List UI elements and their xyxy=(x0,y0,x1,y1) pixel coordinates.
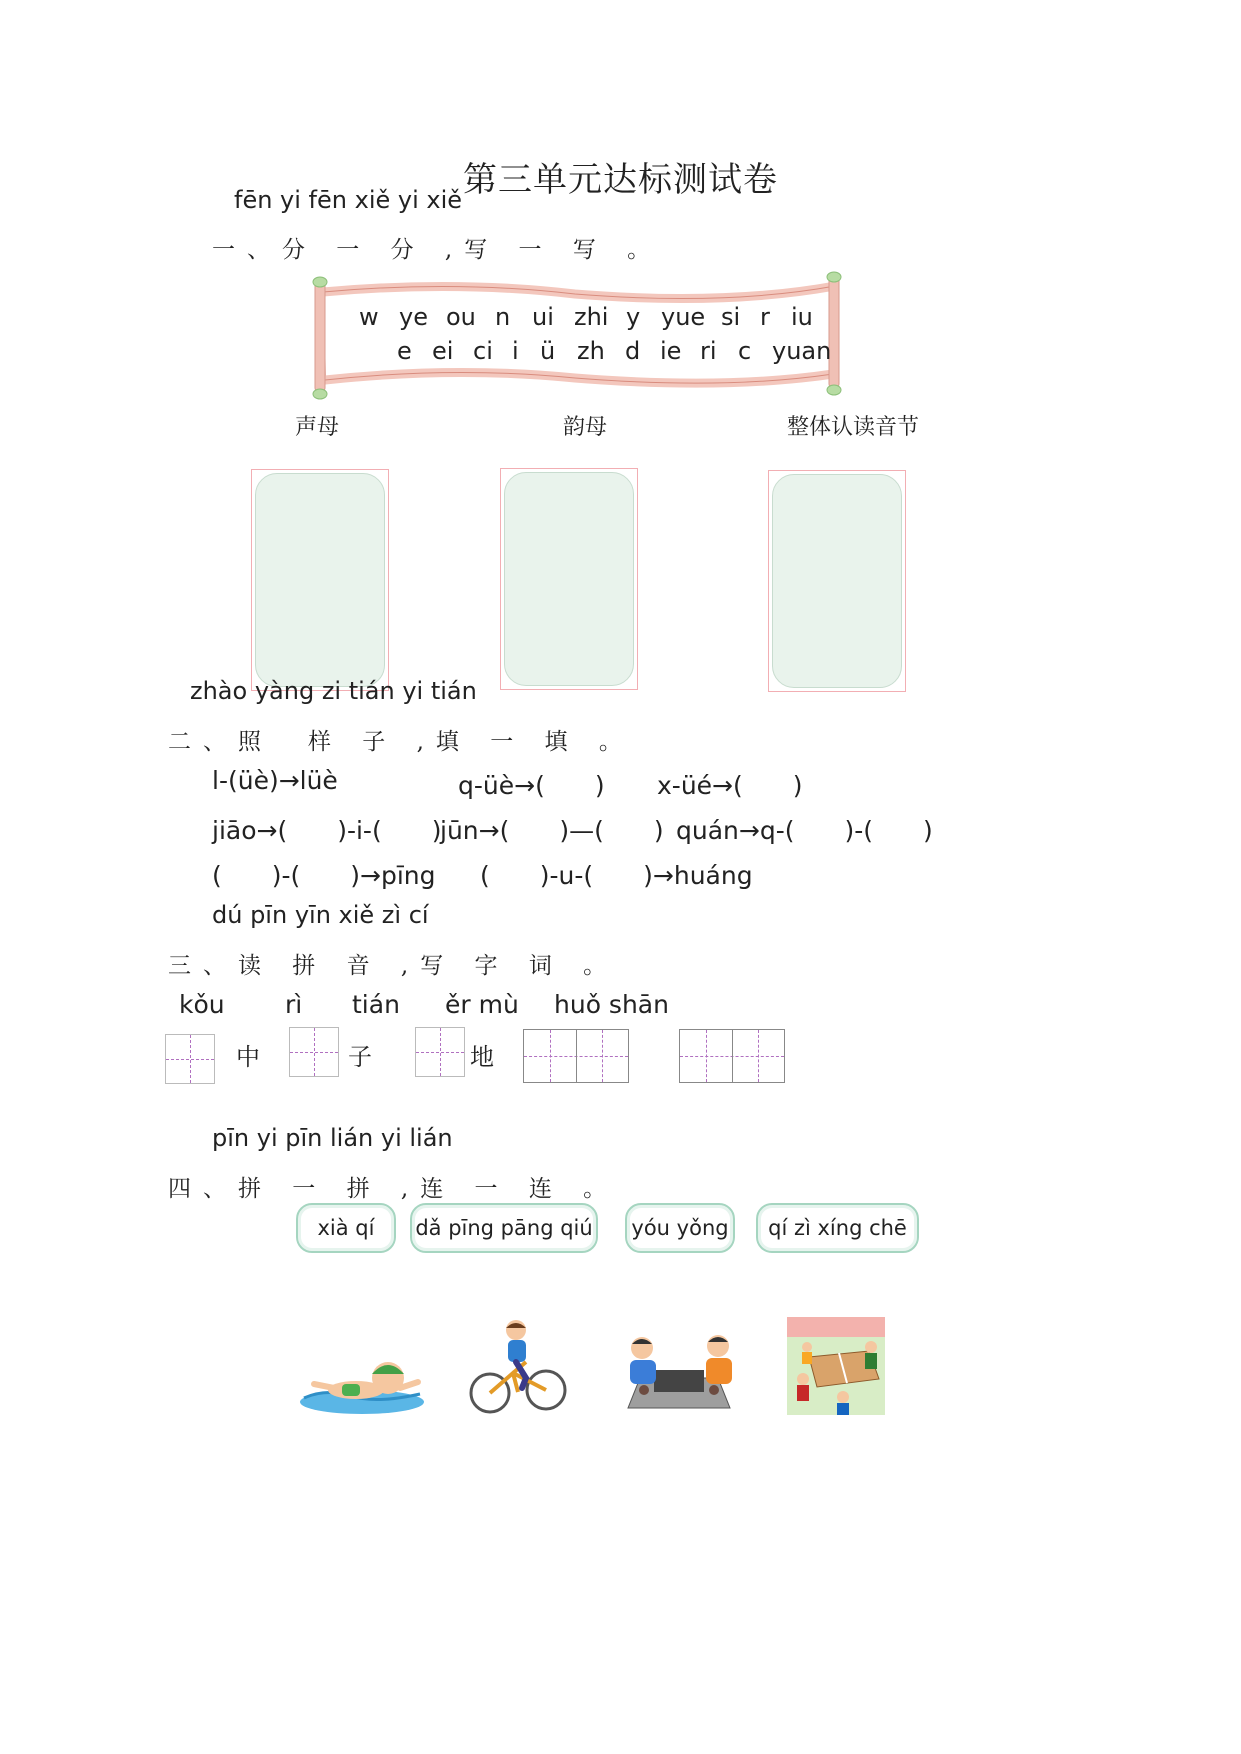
scroll-syllable: ie xyxy=(660,337,682,365)
section3-pinyin: dú pīn yīn xiě zì cí xyxy=(212,901,429,929)
fill-item-jun[interactable]: jūn→( )—( ) xyxy=(440,816,664,845)
card-youyong[interactable]: yóu yǒng xyxy=(625,1203,735,1253)
fill-item-jiao[interactable]: jiāo→( )-i-( ) xyxy=(212,816,442,845)
scroll-syllable: y xyxy=(626,303,641,331)
fill-item-huang[interactable]: ( )-u-( )→huáng xyxy=(480,861,753,890)
chess-players-picture[interactable] xyxy=(618,1330,740,1412)
fill-item-quan[interactable]: quán→q-( )-( ) xyxy=(676,816,933,845)
scroll-syllable: ei xyxy=(432,337,454,365)
scroll-syllable: i xyxy=(512,337,519,365)
writing-grid-kou[interactable] xyxy=(165,1034,215,1084)
scroll-syllable: c xyxy=(738,337,752,365)
word-pinyin-huoshan: huǒ shān xyxy=(554,990,669,1019)
section1-heading: 一、分 一 分 ,写 一 写 。 xyxy=(212,237,663,263)
scroll-syllable: yuan xyxy=(772,337,832,365)
scroll-syllable: d xyxy=(625,337,641,365)
scroll-syllable: r xyxy=(760,303,770,331)
writing-grid-tian[interactable] xyxy=(415,1027,465,1077)
scroll-syllable: e xyxy=(397,337,412,365)
category-label-whole-syllables: 整体认读音节 xyxy=(787,415,920,440)
scroll-syllable: ou xyxy=(446,303,476,331)
example-line-1: l-(üè)→lüè xyxy=(212,766,338,795)
writing-grid-huoshan[interactable] xyxy=(679,1029,785,1083)
hanzi-di: 地 xyxy=(470,1043,494,1071)
word-pinyin-tian: tián xyxy=(352,990,400,1019)
card-qizixingche[interactable]: qí zì xíng chē xyxy=(756,1203,919,1253)
scroll-syllable: w xyxy=(359,303,379,331)
section2-pinyin: zhào yàng zi tián yi tián xyxy=(190,677,477,705)
scroll-syllable: ri xyxy=(700,337,717,365)
scroll-syllable: ü xyxy=(540,337,556,365)
word-pinyin-ermu: ěr mù xyxy=(445,990,519,1019)
cycling-boy-picture[interactable] xyxy=(468,1318,568,1418)
scroll-syllable: zh xyxy=(577,337,605,365)
section3-heading: 三、读 拼 音 ,写 字 词 。 xyxy=(168,953,619,979)
word-pinyin-kou: kǒu xyxy=(179,990,225,1019)
hanzi-zhong: 中 xyxy=(236,1043,260,1071)
scroll-syllable: zhi xyxy=(574,303,609,331)
answer-box-initials[interactable] xyxy=(251,469,389,691)
scroll-syllable: yue xyxy=(661,303,706,331)
category-label-initials: 声母 xyxy=(295,415,340,440)
answer-box-finals[interactable] xyxy=(500,468,638,690)
writing-grid-ermu[interactable] xyxy=(523,1029,629,1083)
fill-item-x-ue[interactable]: x-üé→( ) xyxy=(657,771,803,800)
hanzi-zi: 子 xyxy=(348,1043,372,1071)
word-pinyin-ri: rì xyxy=(285,990,303,1019)
scroll-syllable: ui xyxy=(532,303,554,331)
fill-item-q-ue[interactable]: q-üè→( ) xyxy=(458,771,605,800)
scroll-syllable: ye xyxy=(399,303,428,331)
scroll-syllable: n xyxy=(495,303,511,331)
fill-item-ping[interactable]: ( )-( )→pīng xyxy=(212,861,436,890)
ping-pong-players-picture[interactable] xyxy=(787,1317,885,1415)
answer-box-whole-syllables[interactable] xyxy=(768,470,906,692)
scroll-banner xyxy=(305,270,850,402)
scroll-syllable: si xyxy=(721,303,741,331)
section1-pinyin: fēn yi fēn xiě yi xiě xyxy=(234,186,463,214)
category-label-finals: 韵母 xyxy=(563,415,608,440)
card-dapingpangqiu[interactable]: dǎ pīng pāng qiú xyxy=(410,1203,598,1253)
section4-heading: 四、拼 一 拼 ,连 一 连 。 xyxy=(168,1176,619,1202)
scroll-syllable: ci xyxy=(473,337,493,365)
section2-heading: 二、照 样 子 ,填 一 填 。 xyxy=(168,729,634,755)
section4-pinyin: pīn yi pīn lián yi lián xyxy=(212,1124,453,1152)
scroll-syllable: iu xyxy=(791,303,813,331)
page-title: 第三单元达标测试卷 xyxy=(463,160,778,200)
card-xiaqi[interactable]: xià qí xyxy=(296,1203,396,1253)
swimming-boy-picture[interactable] xyxy=(296,1348,428,1418)
writing-grid-ri[interactable] xyxy=(289,1027,339,1077)
